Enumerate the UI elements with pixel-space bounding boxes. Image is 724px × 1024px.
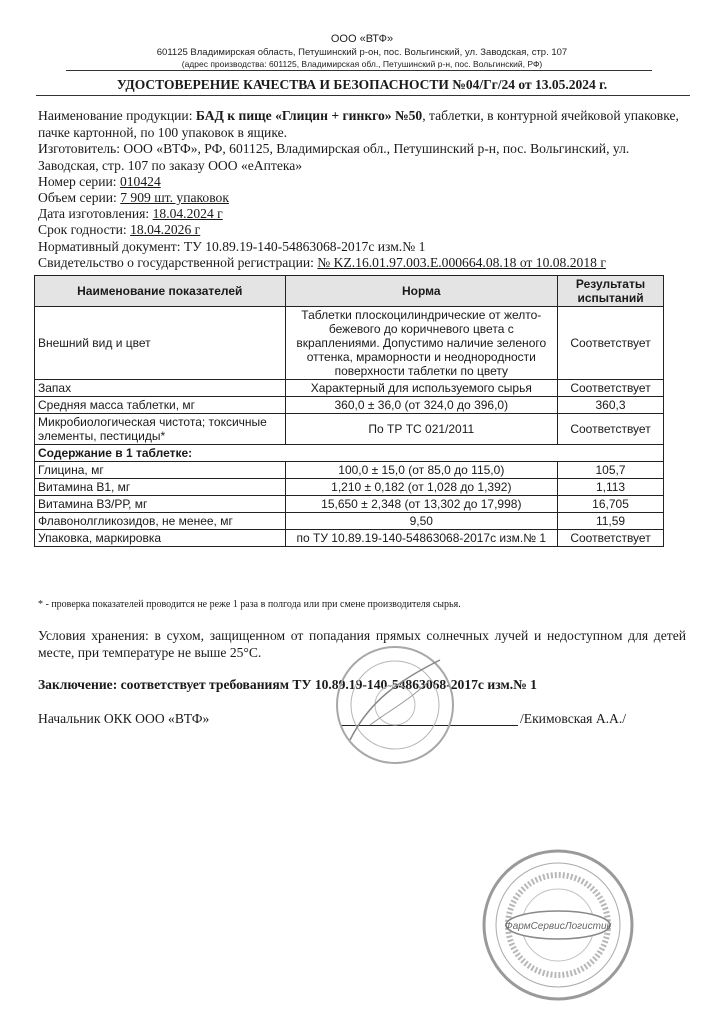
product-name-value: БАД к пище «Глицин + гинкго» №50 — [195, 108, 423, 123]
row-norm: по ТУ 10.89.19-140-54863068-2017с изм.№ 1 — [285, 530, 558, 547]
batch-value: 010424 — [119, 174, 161, 189]
row-indicator: Витамина В3/РР, мг — [35, 496, 286, 513]
document-title: УДОСТОВЕРЕНИЕ КАЧЕСТВА И БЕЗОПАСНОСТИ №04/Гг/24 от 13.05.2024 г. — [116, 77, 608, 92]
header-result: Результаты испытаний — [558, 276, 664, 307]
table-row — [35, 513, 664, 530]
table-row — [35, 462, 664, 479]
row-result: Соответствует — [558, 414, 664, 445]
signatory-position: Начальник ОКК ООО «ВТФ» — [38, 711, 210, 726]
row-norm: 15,650 ± 2,348 (от 13,302 до 17,998) — [285, 496, 558, 513]
table-row — [35, 380, 664, 397]
table-row — [35, 307, 664, 380]
row-norm: Таблетки плоскоцилиндрические от желто-бежевого до коричневого цвета с вкраплениями. Допустимо наличие зеленого оттенка, мраморности и неоднородности поверхности таблетки по цвету — [285, 307, 558, 380]
header-divider — [66, 70, 652, 71]
batch-label: Номер серии: — [38, 174, 117, 189]
table-section-row — [35, 445, 664, 462]
product-name-line — [38, 108, 686, 141]
registration-line — [38, 255, 686, 272]
mfg-date-label: Дата изготовления: — [38, 206, 150, 221]
row-indicator: Витамина В1, мг — [35, 479, 286, 496]
footnote: * - проверка показателей проводится не реже 1 раза в полгода или при смене производителя сырья. — [38, 599, 461, 610]
product-name-label: Наименование продукции: — [38, 108, 193, 123]
company-address: 601125 Владимирская область, Петушинский р-он, пос. Вольгинский, ул. Заводская, стр. 107 — [156, 47, 568, 58]
row-result: 105,7 — [558, 462, 664, 479]
manufacturer: Изготовитель: ООО «ВТФ», РФ, 601125, Владимирская обл., Петушинский р-н, пос. Вольгинский, ул. Заводская, стр. 107 по заказу ООО «еАптека» — [38, 141, 630, 173]
row-norm: 9,50 — [285, 513, 558, 530]
row-result: Соответствует — [558, 380, 664, 397]
norm-document: Нормативный документ: ТУ 10.89.19-140-54863068-2017с изм.№ 1 — [38, 239, 426, 254]
row-indicator: Упаковка, маркировка — [35, 530, 286, 547]
row-indicator: Внешний вид и цвет — [35, 307, 286, 380]
row-norm: 360,0 ± 36,0 (от 324,0 до 396,0) — [285, 397, 558, 414]
row-result: 360,3 — [558, 397, 664, 414]
row-norm: 100,0 ± 15,0 (от 85,0 до 115,0) — [285, 462, 558, 479]
row-indicator: Запах — [35, 380, 286, 397]
table-row — [35, 496, 664, 513]
row-result: 11,59 — [558, 513, 664, 530]
registration-value: № KZ.16.01.97.003.E.000664.08.18 от 10.08.2018 г — [317, 255, 606, 270]
expiry-line — [38, 222, 686, 239]
batch-line — [38, 174, 686, 191]
conclusion: Заключение: соответствует требованиям ТУ 10.89.19-140-54863068-2017с изм.№ 1 — [38, 677, 537, 692]
registration-label: Свидетельство о государственной регистрации: — [38, 255, 314, 270]
row-result: Соответствует — [558, 530, 664, 547]
row-result: 1,113 — [558, 479, 664, 496]
table-row — [35, 397, 664, 414]
table-row — [35, 479, 664, 496]
storage-conditions: Условия хранения: в сухом, защищенном от попадания прямых солнечных лучей и недоступном для детей месте, при температуре не выше 25°С. — [38, 628, 686, 660]
quality-table — [34, 275, 664, 547]
signatory-name: /Екимовская А.А./ — [520, 711, 627, 726]
table-header-row — [35, 276, 664, 307]
row-norm: 1,210 ± 0,182 (от 1,028 до 1,392) — [285, 479, 558, 496]
row-norm: По ТР ТС 021/2011 — [285, 414, 558, 445]
production-address: (адрес производства: 601125, Владимирская обл., Петушинский р-н, пос. Вольгинский, РФ) — [181, 59, 543, 69]
volume-label: Объем серии: — [38, 190, 117, 205]
mfg-date-line — [38, 206, 686, 223]
table-row — [35, 530, 664, 547]
expiry-value: 18.04.2026 г — [130, 222, 201, 237]
volume-line — [38, 190, 686, 207]
title-rule — [36, 95, 690, 96]
row-indicator: Глицина, мг — [35, 462, 286, 479]
section-title: Содержание в 1 таблетке: — [35, 445, 664, 462]
row-indicator: Флавонолгликозидов, не менее, мг — [35, 513, 286, 530]
header-indicator: Наименование показателей — [35, 276, 286, 307]
row-indicator: Микробиологическая чистота; токсичные элементы, пестициды* — [35, 414, 286, 445]
header-norm: Норма — [285, 276, 558, 307]
table-row — [35, 414, 664, 445]
expiry-label: Срок годности: — [38, 222, 127, 237]
company-name: ООО «ВТФ» — [330, 33, 394, 45]
product-name-rest: , таблетки, в контурной ячейковой упаковке, пачке картонной, по 100 упаковок в ящике. — [38, 108, 679, 140]
volume-value: 7 909 шт. упаковок — [120, 190, 229, 205]
row-result: 16,705 — [558, 496, 664, 513]
row-norm: Характерный для используемого сырья — [285, 380, 558, 397]
distributor-stamp — [478, 845, 638, 1005]
company-seal-stamp — [330, 640, 460, 770]
mfg-date-value: 18.04.2024 г — [152, 206, 223, 221]
row-indicator: Средняя масса таблетки, мг — [35, 397, 286, 414]
stamp-name-text: ФармСервисЛогистик — [504, 921, 612, 932]
row-result: Соответствует — [558, 307, 664, 380]
